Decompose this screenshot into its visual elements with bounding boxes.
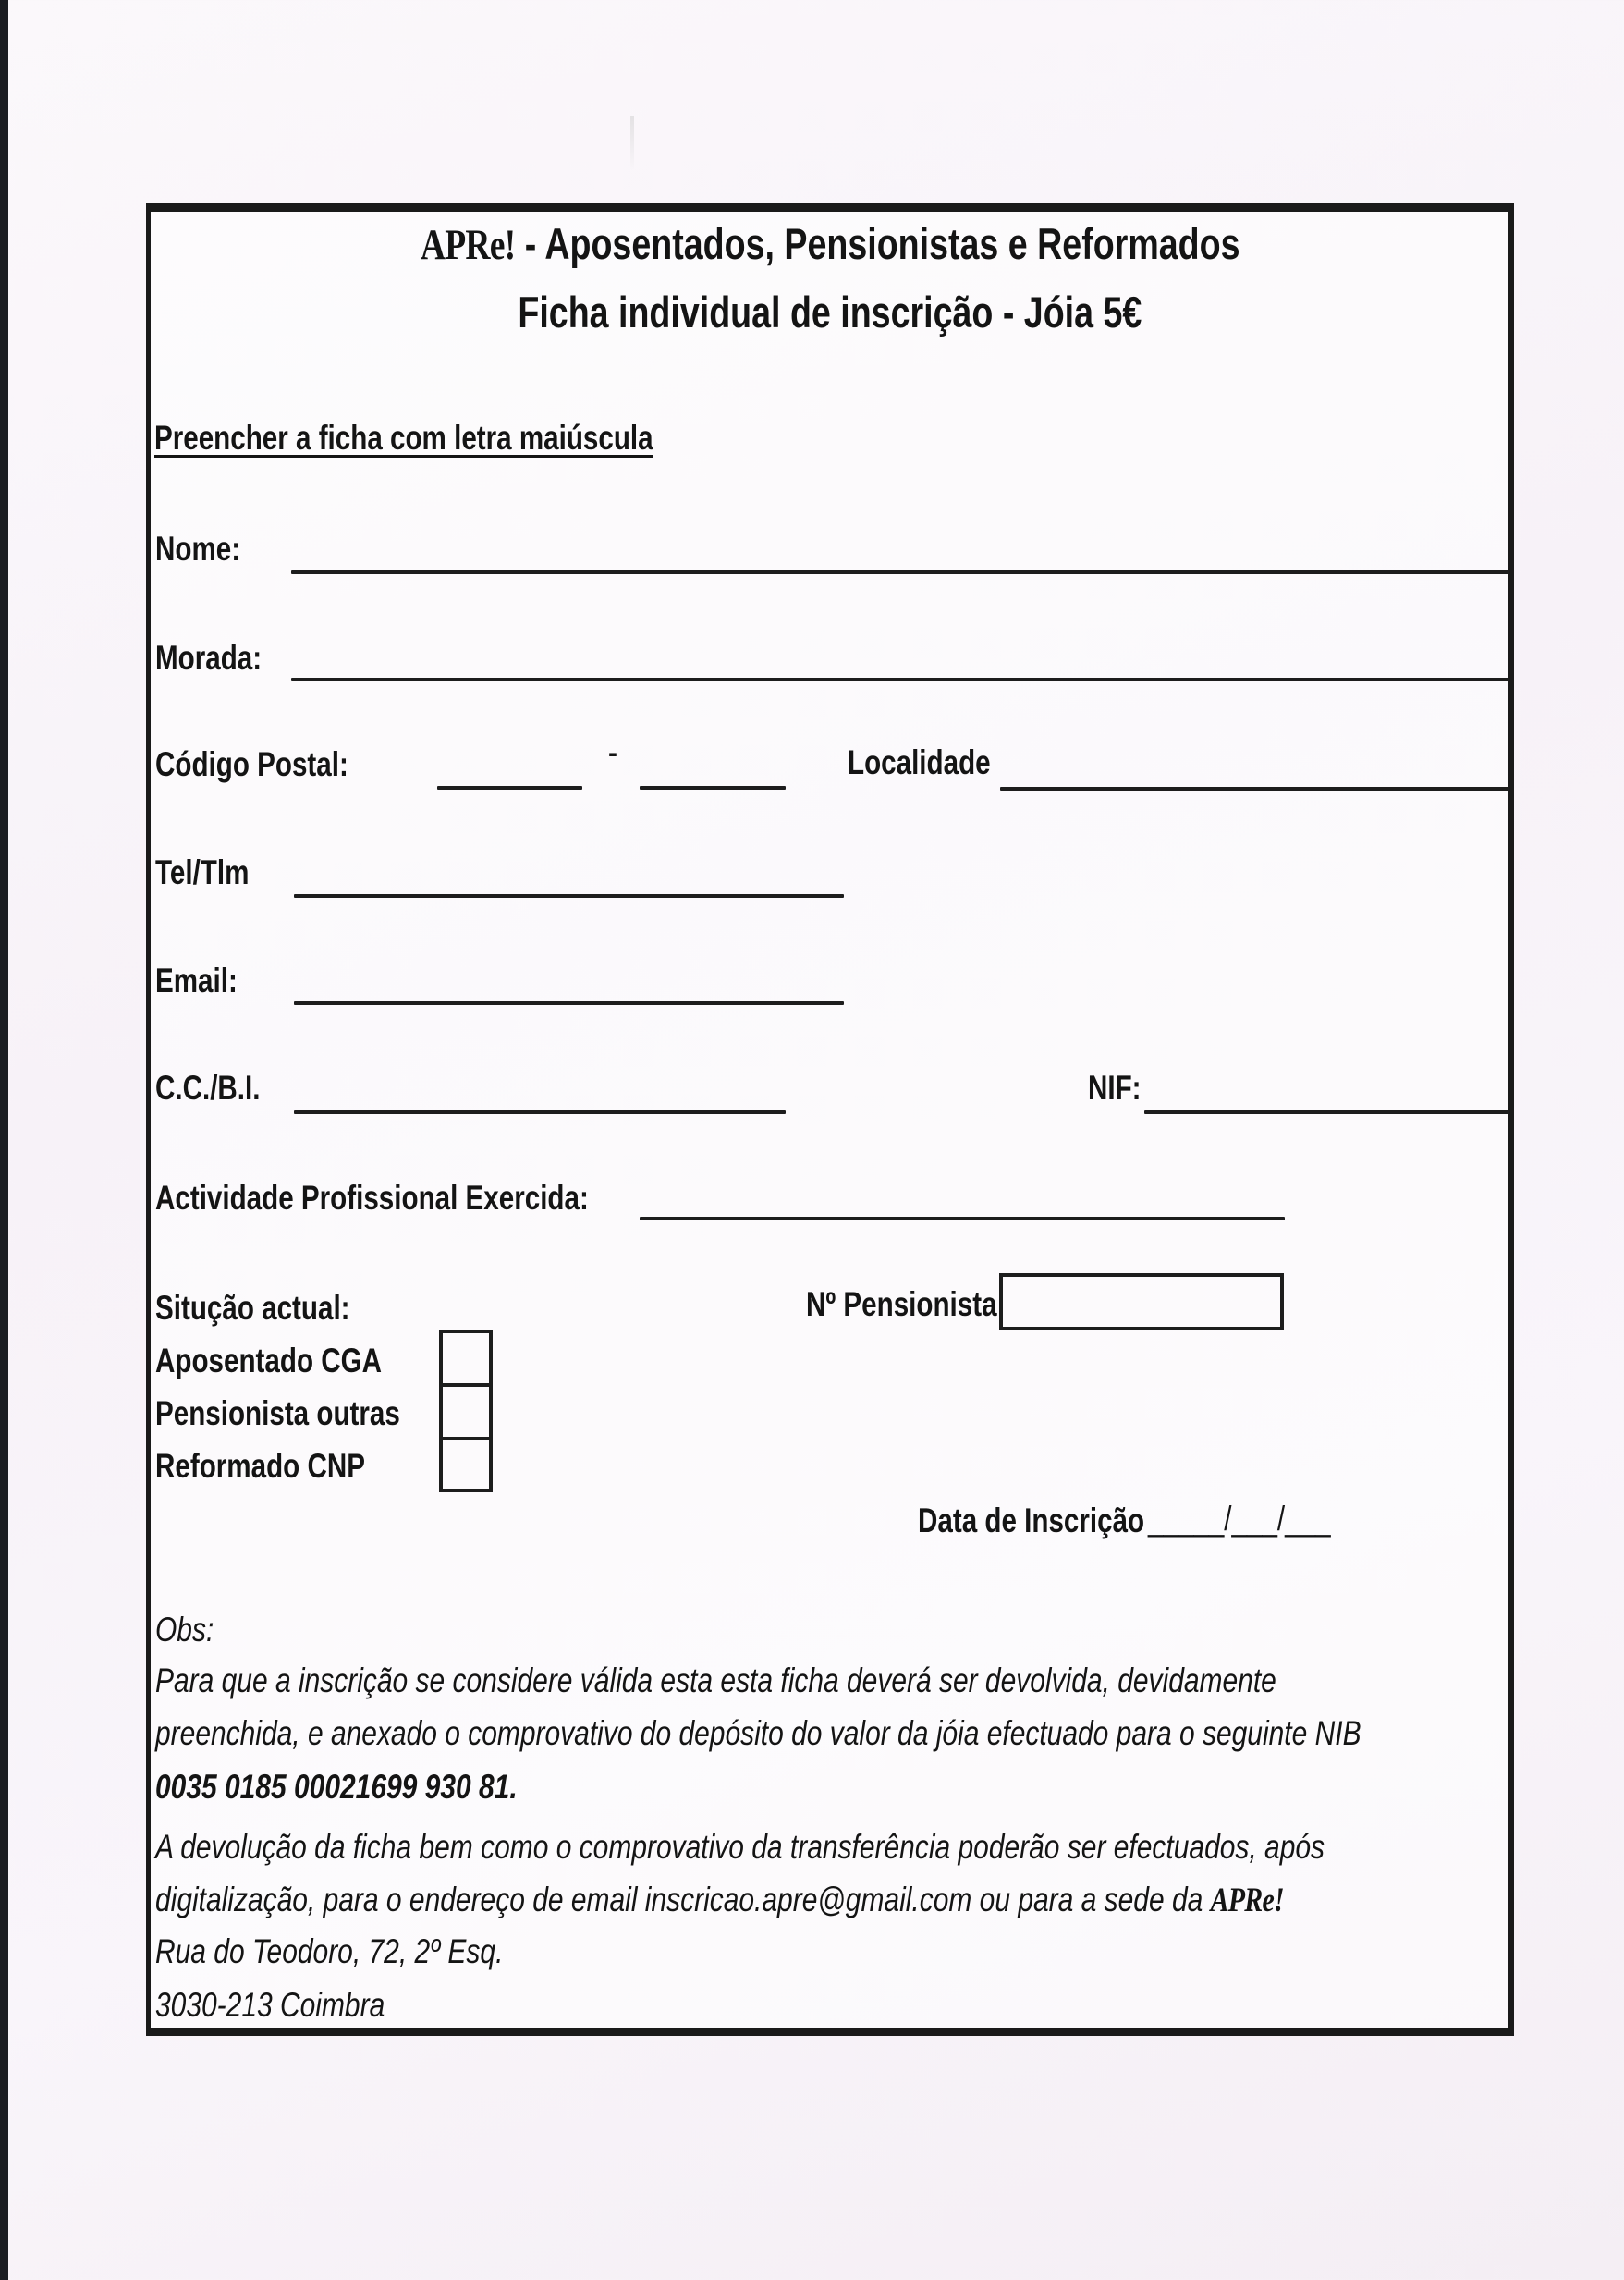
email-field[interactable] [294, 1001, 844, 1005]
localidade-label: Localidade [848, 743, 991, 781]
checkbox-pensionista-outras[interactable] [439, 1383, 493, 1440]
obs-line-2: preenchida, e anexado o comprovativo do depósito do valor da jóia efectuado para o seguinte NIB [155, 1714, 1361, 1752]
option-pensionista-outras-label: Pensionista outras [155, 1394, 400, 1432]
tel-label: Tel/Tlm [155, 853, 250, 891]
morada-label: Morada: [155, 639, 263, 677]
tel-field[interactable] [294, 894, 844, 898]
morada-field[interactable] [291, 678, 1509, 681]
actividade-label: Actividade Profissional Exercida: [155, 1179, 589, 1217]
situacao-label: Situção actual: [155, 1289, 350, 1327]
form-subtitle: Ficha individual de inscrição - Jóia 5€ [518, 288, 1142, 337]
data-inscricao-field[interactable]: _____/___/___ [1148, 1500, 1331, 1538]
actividade-field[interactable] [640, 1217, 1285, 1220]
n-pensionista-field[interactable] [999, 1273, 1284, 1330]
obs-line-5 [155, 1882, 1548, 1918]
title-text: - Aposentados, Pensionistas e Reformados [515, 219, 1240, 268]
codigo-postal-part2-field[interactable] [640, 786, 786, 790]
data-inscricao-label: Data de Inscrição [918, 1502, 1145, 1539]
form-title [146, 219, 1514, 269]
scan-artifact [630, 116, 634, 171]
obs-address-city: 3030-213 Coimbra [155, 1986, 385, 2024]
nome-field[interactable] [291, 570, 1509, 574]
obs-address-street: Rua do Teodoro, 72, 2º Esq. [155, 1932, 504, 1970]
option-aposentado-cga-label: Aposentado CGA [155, 1342, 383, 1379]
codigo-postal-part1-field[interactable] [437, 786, 582, 790]
obs-email-text: digitalização, para o endereço de email inscricao.apre@gmail.com ou para a sede da [155, 1881, 1211, 1918]
obs-line-4: A devolução da ficha bem como o comprovativo da transferência poderão ser efectuados, após [155, 1828, 1325, 1866]
option-reformado-cnp-label: Reformado CNP [155, 1447, 365, 1485]
cc-bi-label: C.C./B.I. [155, 1069, 261, 1107]
email-label: Email: [155, 962, 238, 999]
obs-heading: Obs: [155, 1611, 214, 1649]
form-frame [146, 203, 1514, 2036]
codigo-postal-label: Código Postal: [155, 745, 348, 783]
brand-inline: APRe! [1210, 1882, 1284, 1919]
checkbox-aposentado-cga[interactable] [439, 1330, 493, 1387]
obs-line-1: Para que a inscrição se considere válida esta esta ficha deverá ser devolvida, devidamente [155, 1661, 1276, 1699]
n-pensionista-label: Nº Pensionista [806, 1285, 997, 1323]
nif-field[interactable] [1144, 1110, 1509, 1114]
instruction-text: Preencher a ficha com letra maiúscula [154, 419, 653, 457]
nome-label: Nome: [155, 530, 241, 568]
obs-nib: 0035 0185 00021699 930 81. [155, 1768, 518, 1806]
nif-label: NIF: [1088, 1069, 1142, 1107]
scan-edge [0, 0, 8, 2280]
localidade-field[interactable] [1000, 787, 1509, 791]
checkbox-reformado-cnp[interactable] [439, 1437, 493, 1492]
cc-bi-field[interactable] [294, 1110, 786, 1114]
codigo-postal-separator: - [608, 738, 617, 768]
brand-logo-text: APRe! [420, 221, 516, 269]
